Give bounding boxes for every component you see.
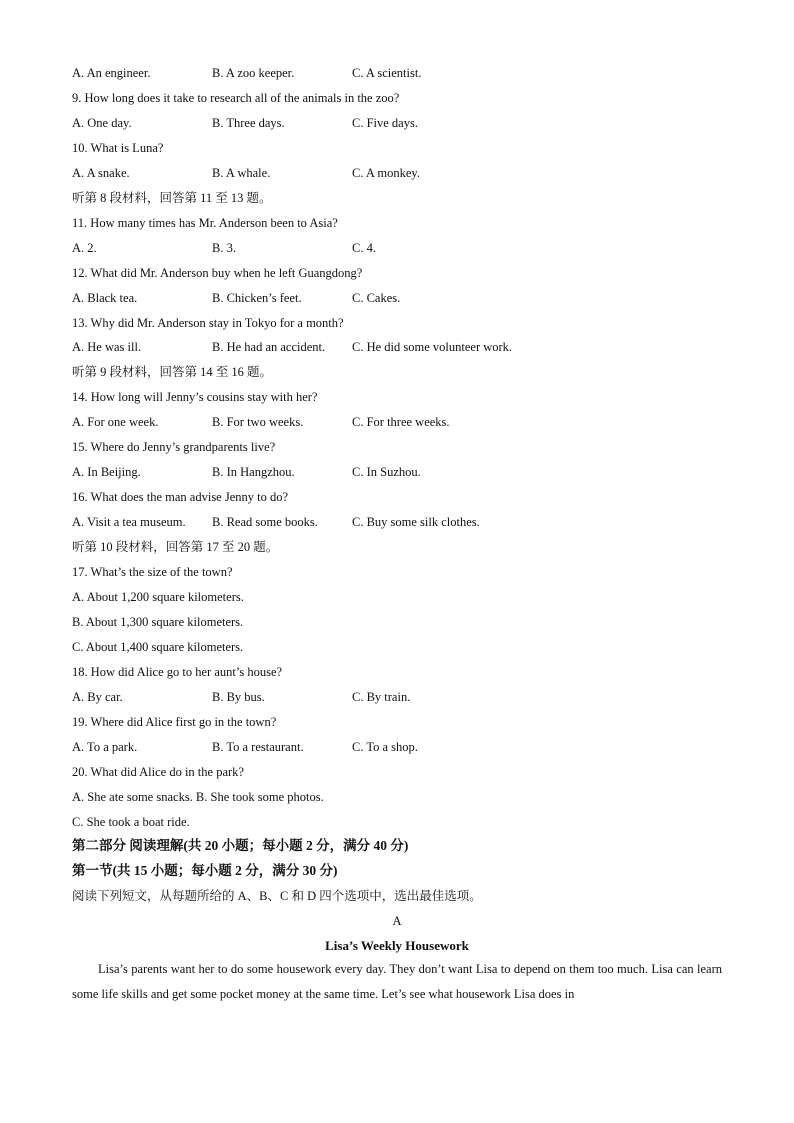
option-a: A. Black tea. [72,290,138,305]
passage-paragraph [72,957,722,1007]
question-line: A. About 1,200 square kilometers. [72,589,244,604]
option-a: A. One day. [72,115,132,130]
question-line: 10. What is Luna? [72,140,164,155]
option-a: A. An engineer. [72,66,151,80]
option-c: C. In Suzhou. [352,465,421,480]
option-a: A. To a park. [72,739,138,754]
option-c: C. Cakes. [352,290,401,305]
question-line: 阅读下列短文，从每题所给的 A、B、C 和 D 四个选项中，选出最佳选项。 [72,889,482,904]
option-b: B. A zoo keeper. [212,66,295,80]
question-line: 11. How many times has Mr. Anderson been to Asia? [72,215,338,230]
passage-title: A [392,914,402,929]
options-row [72,339,672,355]
option-b: B. He had an accident. [212,340,326,355]
option-b: B. 3. [212,240,236,255]
section-heading: 第一节(共 15 小题；每小题 2 分，满分 30 分) [72,863,338,879]
options-row [72,414,672,430]
options-row [72,115,672,131]
question-line: C. About 1,400 square kilometers. [72,639,244,654]
option-c: C. Buy some silk clothes. [352,515,480,530]
question-line: 17. What’s the size of the town? [72,565,233,579]
option-b: B. A whale. [212,165,271,180]
question-line: 9. How long does it take to research all of the animals in the zoo? [72,90,400,105]
option-b: B. Three days. [212,115,285,130]
question-line: 听第 10 段材料，回答第 17 至 20 题。 [72,540,279,555]
options-row [72,739,672,755]
paragraph-text: Lisa’s parents want her to do some housework every day. They don’t want Lisa to depend on them too much. Lisa can learn some life skills and get some pocket money at the same time. Let’s see what housework Lisa does in [72,962,722,1002]
option-c: C. By train. [352,689,411,704]
question-line: 20. What did Alice do in the park? [72,764,244,779]
question-line: 12. What did Mr. Anderson buy when he left Guangdong? [72,265,363,280]
option-b: B. Chicken’s feet. [212,290,302,305]
options-row [72,514,672,530]
question-line: 15. Where do Jenny’s grandparents live? [72,440,276,455]
question-line: C. She took a boat ride. [72,814,190,829]
option-b: B. By bus. [212,689,265,704]
question-line: A. She ate some snacks. B. She took some photos. [72,789,324,804]
question-line: 听第 9 段材料，回答第 14 至 16 题。 [72,365,273,380]
option-c: C. To a shop. [352,739,418,754]
options-row [72,464,672,480]
option-b: B. To a restaurant. [212,739,304,754]
option-a: A. By car. [72,689,123,704]
section-heading: 第二部分 阅读理解(共 20 小题；每小题 2 分，满分 40 分) [72,838,409,854]
question-line: 19. Where did Alice first go in the town? [72,714,277,729]
options-row [72,689,672,705]
question-line: 16. What does the man advise Jenny to do? [72,490,289,505]
question-line: 13. Why did Mr. Anderson stay in Tokyo for a month? [72,315,344,330]
option-a: A. A snake. [72,165,130,180]
question-line: 听第 8 段材料，回答第 11 至 13 题。 [72,190,272,205]
option-a: A. 2. [72,240,97,255]
options-row [72,65,672,81]
option-a: A. For one week. [72,415,159,430]
question-line: 18. How did Alice go to her aunt’s house? [72,664,283,679]
options-row [72,165,672,181]
option-b: B. For two weeks. [212,415,304,430]
question-line: 14. How long will Jenny’s cousins stay with her? [72,390,318,405]
option-c: C. A monkey. [352,165,420,180]
options-row [72,290,672,306]
options-row [72,240,672,256]
option-c: C. He did some volunteer work. [352,340,513,355]
option-c: C. 4. [352,240,376,255]
passage-title: Lisa’s Weekly Housework [325,938,469,954]
option-c: C. A scientist. [352,66,422,80]
option-b: B. Read some books. [212,515,318,530]
option-b: B. In Hangzhou. [212,465,295,480]
option-c: C. For three weeks. [352,415,450,430]
question-line: B. About 1,300 square kilometers. [72,614,244,629]
option-a: A. Visit a tea museum. [72,515,186,530]
option-a: A. In Beijing. [72,465,141,480]
option-c: C. Five days. [352,115,418,130]
option-a: A. He was ill. [72,340,142,355]
